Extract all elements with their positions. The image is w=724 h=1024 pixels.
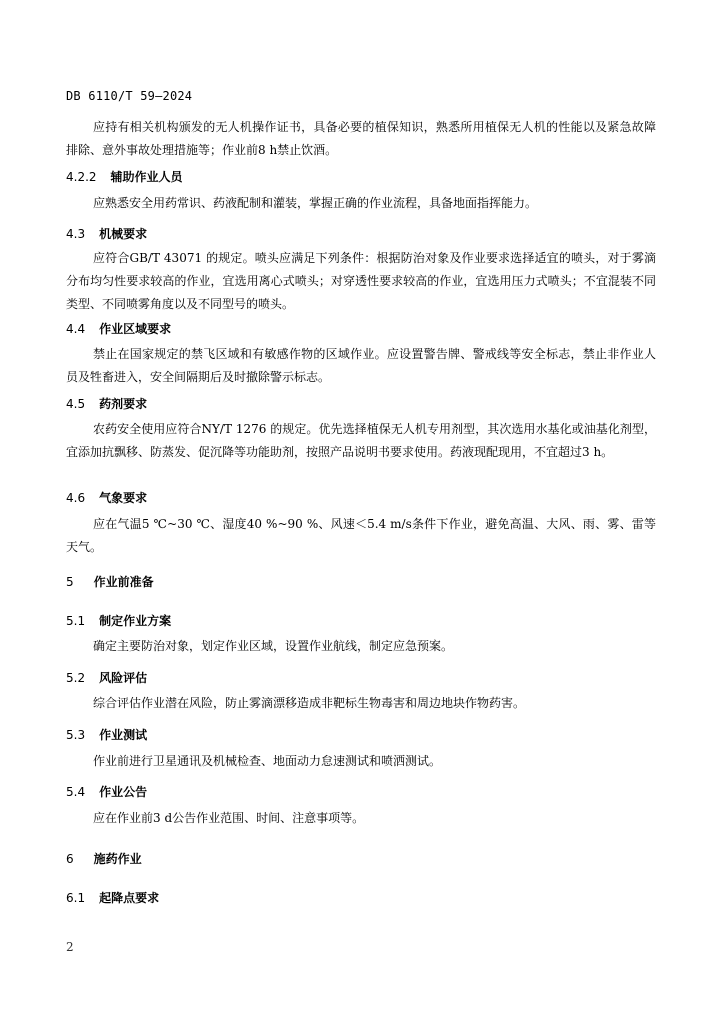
section-number: 5.3 [66, 728, 86, 742]
section-title: 作业前准备 [93, 575, 154, 589]
section-number: 5 [66, 575, 74, 589]
section-title: 作业区域要求 [99, 322, 172, 336]
paragraph: 应熟悉安全用药常识、药液配制和灌装，掌握正确的作业流程，具备地面指挥能力。 [93, 196, 538, 210]
section-title: 起降点要求 [99, 891, 160, 905]
paragraph: 应持有相关机构颁发的无人机操作证书，具备必要的植保知识，熟悉所用植保无人机的性能以及紧急故障排除、意外事故处理措施等；作业前8 h禁止饮酒。 [66, 120, 656, 157]
section-number: 4.6 [66, 491, 86, 505]
section-title: 制定作业方案 [99, 614, 172, 628]
section-number: 4.3 [66, 227, 86, 241]
paragraph: 应在气温5 ℃~30 ℃、湿度40 %~90 %、风速＜5.4 m/s条件下作业，避免高温、大风、雨、雾、雷等天气。 [66, 517, 656, 554]
section-title: 作业测试 [99, 728, 148, 742]
section-number: 5.2 [66, 671, 86, 685]
paragraph: 应在作业前3 d公告作业范围、时间、注意事项等。 [93, 811, 365, 825]
paragraph: 应符合GB/T 43071 的规定。喷头应满足下列条件：根据防治对象及作业要求选择适宜的喷头，对于雾滴分布均匀性要求较高的作业，宜选用离心式喷头；对穿透性要求较高的作业，宜选用压力式喷头；不宜混装不同类型、不同喷雾角度以及不同型号的喷头。 [66, 251, 656, 311]
section-title: 机械要求 [99, 227, 148, 241]
section-number: 5.4 [66, 785, 86, 799]
section-title: 施药作业 [93, 852, 142, 866]
section-heading-5-2 [66, 669, 147, 686]
paragraph: 禁止在国家规定的禁飞区域和有敏感作物的区域作业。应设置警告牌、警戒线等安全标志，禁止非作业人员及牲畜进入，安全间隔期后及时撤除警示标志。 [66, 347, 656, 384]
section-number: 4.4 [66, 322, 86, 336]
section-heading-4-6 [66, 489, 147, 506]
section-heading-6-1 [66, 889, 159, 906]
section-title: 药剂要求 [99, 397, 148, 411]
section-heading-5-4 [66, 783, 147, 800]
section-heading-4-4 [66, 320, 171, 337]
section-number: 6 [66, 852, 74, 866]
page-number: 2 [66, 940, 74, 954]
section-heading-5-1 [66, 612, 171, 629]
chapter-heading-5 [66, 573, 154, 590]
section-heading-4-3 [66, 225, 147, 242]
section-title: 作业公告 [99, 785, 148, 799]
paragraph: 确定主要防治对象，划定作业区域，设置作业航线，制定应急预案。 [93, 639, 454, 653]
section-heading-5-3 [66, 726, 147, 743]
section-number: 6.1 [66, 891, 86, 905]
paragraph: 农药安全使用应符合NY/T 1276 的规定。优先选择植保无人机专用剂型，其次选用水基化或油基化剂型，宜添加抗飘移、防蒸发、促沉降等功能助剂，按照产品说明书要求使用。药液现配现用，不宜超过3 h。 [66, 422, 656, 459]
section-number: 5.1 [66, 614, 86, 628]
section-title: 辅助作业人员 [110, 170, 183, 184]
section-title: 风险评估 [99, 671, 148, 685]
paragraph: 综合评估作业潜在风险，防止雾滴漂移造成非靶标生物毒害和周边地块作物药害。 [93, 696, 526, 710]
section-number: 4.2.2 [66, 170, 97, 184]
chapter-heading-6 [66, 850, 142, 867]
section-heading-4-2-2 [66, 168, 183, 185]
section-heading-4-5 [66, 395, 147, 412]
paragraph: 作业前进行卫星通讯及机械检查、地面动力怠速测试和喷洒测试。 [93, 754, 442, 768]
section-number: 4.5 [66, 397, 86, 411]
section-title: 气象要求 [99, 491, 148, 505]
document-header: DB 6110/T 59—2024 [66, 89, 193, 103]
